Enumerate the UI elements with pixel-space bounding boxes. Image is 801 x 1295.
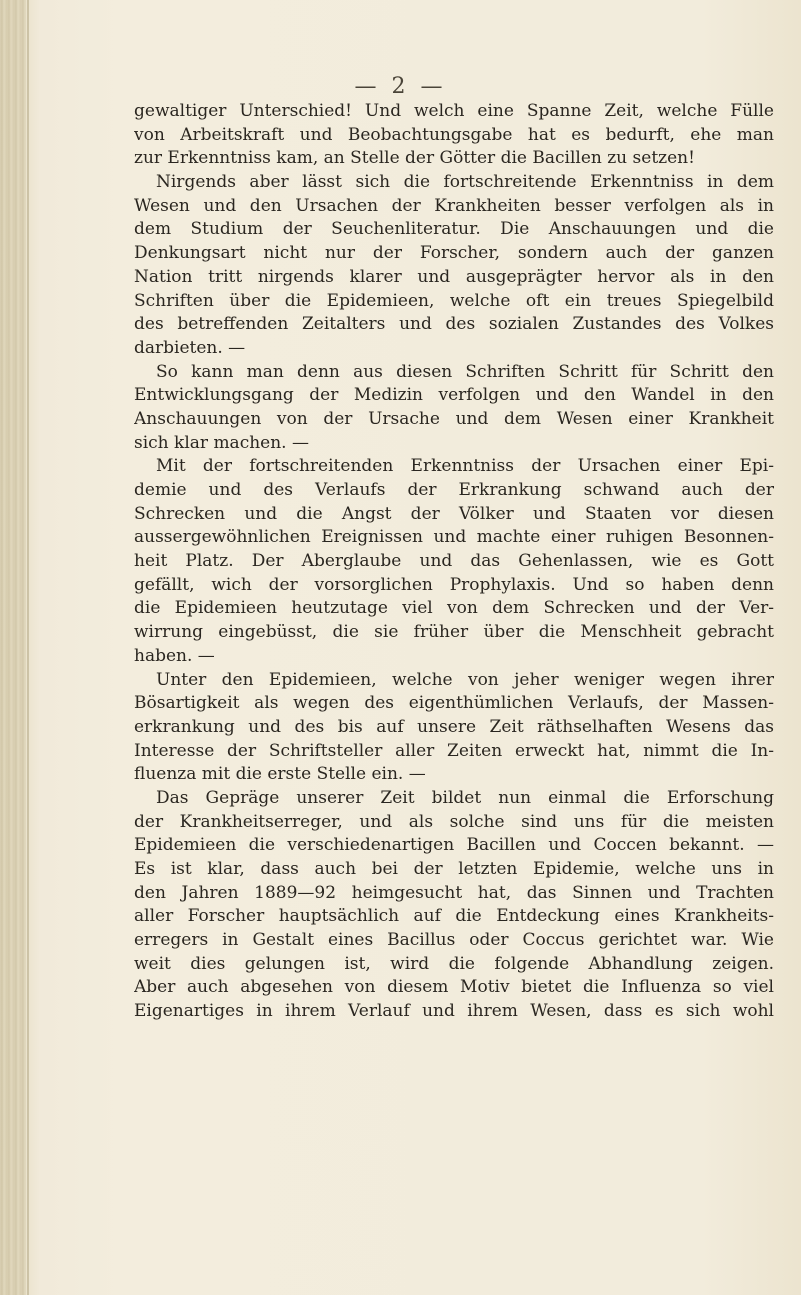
text-line: Anschauungen von der Ursache und dem Wesen einer Krankheit bbox=[134, 408, 774, 429]
text-line: der Krankheitserreger, und als solche sind uns für die meisten bbox=[134, 811, 774, 832]
text-line: des betreffenden Zeitalters und des sozialen Zustandes des Volkes bbox=[134, 314, 774, 335]
text-line: sich klar machen. — bbox=[134, 432, 309, 453]
body-text bbox=[134, 100, 774, 1024]
text-line: Schriften über die Epidemieen, welche oft ein treues Spiegelbild bbox=[134, 290, 774, 311]
text-line: demie und des Verlaufs der Erkrankung schwand auch der bbox=[134, 480, 774, 500]
gutter-line bbox=[27, 0, 29, 1295]
text-line: Epidemieen die verschiedenartigen Bacillen und Coccen bekannt. — bbox=[134, 835, 774, 856]
text-line: Eigenartiges in ihrem Verlauf und ihrem Wesen, dass es sich wohl bbox=[134, 1001, 774, 1022]
text-line: dem Studium der Seuchenliteratur. Die Anschauungen und die bbox=[134, 219, 774, 240]
text-line: den Jahren 1889—92 heimgesucht hat, das Sinnen und Trachten bbox=[134, 882, 774, 903]
text-line: Entwicklungsgang der Medizin verfolgen und den Wandel in den bbox=[134, 385, 774, 406]
page-number: — 2 — bbox=[354, 74, 447, 99]
text-line: gefällt, wich der vorsorglichen Prophylaxis. Und so haben denn bbox=[134, 574, 774, 595]
text-line: Nirgends aber lässt sich die fortschreitende Erkenntniss in dem bbox=[156, 172, 774, 193]
text-line: haben. — bbox=[134, 645, 215, 666]
text-line: gewaltiger Unterschied! Und welch eine Spanne Zeit, welche Fülle bbox=[134, 101, 774, 121]
text-line: wirrung eingebüsst, die sie früher über die Menschheit gebracht bbox=[134, 622, 774, 643]
text-line: So kann man denn aus diesen Schriften Schritt für Schritt den bbox=[156, 361, 774, 382]
text-line: Interesse der Schriftsteller aller Zeiten erweckt hat, nimmt die In- bbox=[134, 740, 774, 761]
text-line: die Epidemieen heutzutage viel von dem Schrecken und der Ver- bbox=[134, 598, 774, 619]
text-line: aussergewöhnlichen Ereignissen und machte einer ruhigen Besonnen- bbox=[134, 527, 774, 548]
text-line: weit dies gelungen ist, wird die folgende Abhandlung zeigen. bbox=[134, 953, 774, 974]
text-line: Mit der fortschreitenden Erkenntniss der Ursachen einer Epi- bbox=[156, 456, 774, 477]
text-line: Bösartigkeit als wegen des eigenthümlichen Verlaufs, der Massen- bbox=[134, 693, 774, 714]
text-line: heit Platz. Der Aberglaube und das Gehenlassen, wie es Gott bbox=[134, 551, 774, 572]
text-line: Schrecken und die Angst der Völker und Staaten vor diesen bbox=[134, 503, 774, 524]
text-line: fluenza mit die erste Stelle ein. — bbox=[134, 764, 426, 785]
text-line: Das Gepräge unserer Zeit bildet nun einmal die Erforschung bbox=[156, 787, 774, 808]
text-line: darbieten. — bbox=[134, 337, 246, 358]
text-line: Aber auch abgesehen von diesem Motiv bietet die Influenza so viel bbox=[134, 977, 774, 998]
text-line: Es ist klar, dass auch bei der letzten Epidemie, welche uns in bbox=[134, 859, 774, 879]
text-line: Unter den Epidemieen, welche von jeher weniger wegen ihrer bbox=[156, 669, 774, 690]
text-line: Nation tritt nirgends klarer und ausgeprägter hervor als in den bbox=[134, 266, 774, 287]
text-line: von Arbeitskraft und Beobachtungsgabe hat es bedurft, ehe man bbox=[134, 124, 774, 145]
text-line: aller Forscher hauptsächlich auf die Entdeckung eines Krankheits- bbox=[134, 906, 774, 927]
text-line: zur Erkenntniss kam, an Stelle der Götter die Bacillen zu setzen! bbox=[134, 148, 695, 169]
text-line: Denkungsart nicht nur der Forscher, sondern auch der ganzen bbox=[134, 243, 774, 264]
text-line: erkrankung und des bis auf unsere Zeit räthselhaften Wesens das bbox=[134, 716, 774, 737]
text-line: erregers in Gestalt eines Bacillus oder Coccus gerichtet war. Wie bbox=[134, 930, 774, 951]
text-line: Wesen und den Ursachen der Krankheiten besser verfolgen als in bbox=[134, 195, 774, 216]
book-binding-edge bbox=[0, 0, 26, 1295]
